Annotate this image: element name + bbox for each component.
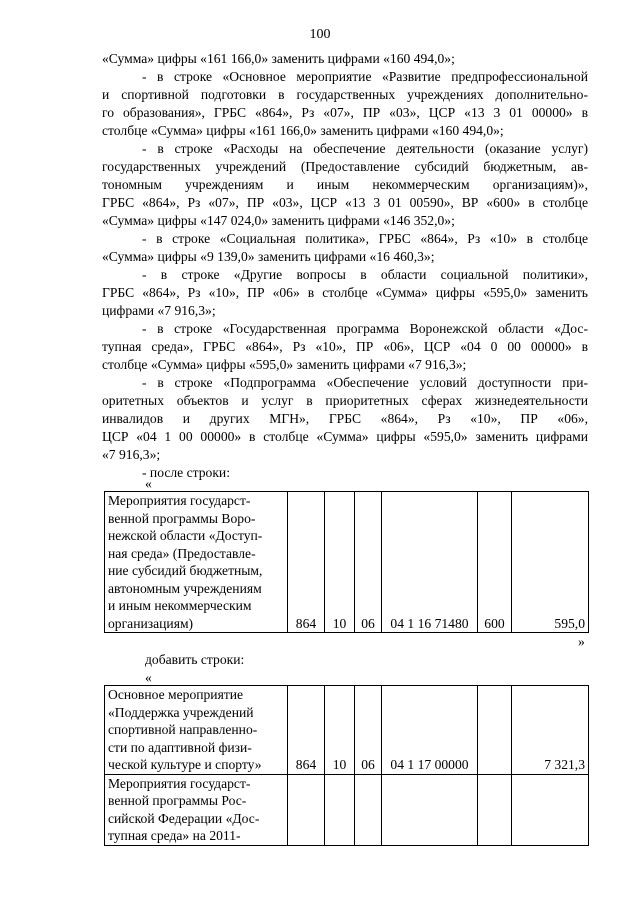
cell-rz: 10 — [325, 492, 355, 633]
budget-table-before — [104, 491, 589, 633]
text-line: и спортивной подготовки в государственных учреждениях дополнительно- — [102, 87, 588, 102]
text-line: ГРБС «864», Рз «07», ПР «03», ЦСР «13 3 01 00590», ВР «600» в столбце — [102, 195, 588, 210]
text-line: - в строке «Социальная политика», ГРБС «864», Рз «10» в столбце — [142, 231, 588, 246]
cell-vr — [478, 774, 512, 845]
cell-rz — [325, 774, 355, 845]
text-line: «7 916,3»; — [102, 447, 161, 462]
cell-csr — [382, 774, 478, 845]
text-line: «Сумма» цифры «147 024,0» заменить цифрами «146 352,0»; — [102, 213, 455, 228]
text-line: - в строке «Государственная программа Воронежской области «Дос- — [142, 321, 588, 336]
text-line: тупная среда», ГРБС «864», Рз «10», ПР «06», ЦСР «04 0 00 00000» в — [102, 339, 588, 354]
text-line: инвалидов и других МГН», ГРБС «864», Рз «10», ПР «06», — [102, 411, 588, 426]
table-row — [105, 686, 589, 775]
cell-vr: 600 — [478, 492, 512, 633]
table-row — [105, 492, 589, 633]
close-quote-1: » — [578, 634, 585, 649]
cell-name: Основное мероприятие «Поддержка учреждений спортивной направленно- сти по адаптивной физи- ческой культуре и спорту» — [105, 686, 288, 775]
text-line: - в строке «Расходы на обеспечение деятельности (оказание услуг) — [142, 141, 588, 156]
cell-grbs: 864 — [288, 686, 325, 775]
text-line: «Сумма» цифры «161 166,0» заменить цифрами «160 494,0»; — [102, 51, 455, 66]
add-rows-label: добавить строки: — [145, 652, 245, 667]
text-line: государственных учреждений (Предоставление субсидий бюджетным, ав- — [102, 159, 588, 174]
text-line: го образования», ГРБС «864», Рз «07», ПР «03», ЦСР «13 3 01 00000» в — [102, 105, 588, 120]
cell-csr: 04 1 17 00000 — [382, 686, 478, 775]
cell-rz: 10 — [325, 686, 355, 775]
text-line: - в строке «Подпрограмма «Обеспечение условий доступности при- — [142, 375, 588, 390]
budget-table-added — [104, 685, 589, 846]
cell-grbs: 864 — [288, 492, 325, 633]
cell-sum: 595,0 — [512, 492, 589, 633]
cell-grbs — [288, 774, 325, 845]
text-line: столбце «Сумма» цифры «595,0» заменить цифрами «7 916,3»; — [102, 357, 467, 372]
open-quote-1: « — [145, 476, 152, 491]
cell-sum — [512, 774, 589, 845]
table-row — [105, 774, 589, 845]
cell-vr — [478, 686, 512, 775]
cell-pr — [355, 774, 382, 845]
text-line: тономным учреждениям и иным некоммерческим организациям)», — [102, 177, 588, 192]
text-line: столбце «Сумма» цифры «161 166,0» заменить цифрами «160 494,0»; — [102, 123, 504, 138]
cell-name: Мероприятия государст- венной программы Воро- нежской области «Доступ- ная среда» (Предоставле- ние субсидий бюджетным, автономным учреждениям и иным некоммерческим организациям) — [105, 492, 288, 633]
cell-csr: 04 1 16 71480 — [382, 492, 478, 633]
cell-pr: 06 — [355, 492, 382, 633]
text-line: ЦСР «04 1 00 00000» в столбце «Сумма» цифры «595,0» заменить цифрами — [102, 429, 588, 444]
text-line: оритетных объектов и услуг в приоритетных сферах жизнедеятельности — [102, 393, 588, 408]
text-line: ГРБС «864», Рз «10», ПР «06» в столбце «Сумма» цифры «595,0» заменить — [102, 285, 588, 300]
text-line: - после строки: — [142, 465, 230, 480]
cell-pr: 06 — [355, 686, 382, 775]
page-number: 100 — [309, 27, 331, 42]
cell-sum: 7 321,3 — [512, 686, 589, 775]
text-line: цифрами «7 916,3»; — [102, 303, 216, 318]
text-line: - в строке «Основное мероприятие «Развитие предпрофессиональной — [142, 69, 588, 84]
cell-name: Мероприятия государст- венной программы Рос- сийской Федерации «Дос- тупная среда» на 2011- — [105, 774, 288, 845]
text-line: - в строке «Другие вопросы в области социальной политики», — [142, 267, 588, 282]
text-line: «Сумма» цифры «9 139,0» заменить цифрами «16 460,3»; — [102, 249, 435, 264]
amendment-text — [102, 50, 588, 482]
open-quote-2: « — [145, 670, 152, 685]
